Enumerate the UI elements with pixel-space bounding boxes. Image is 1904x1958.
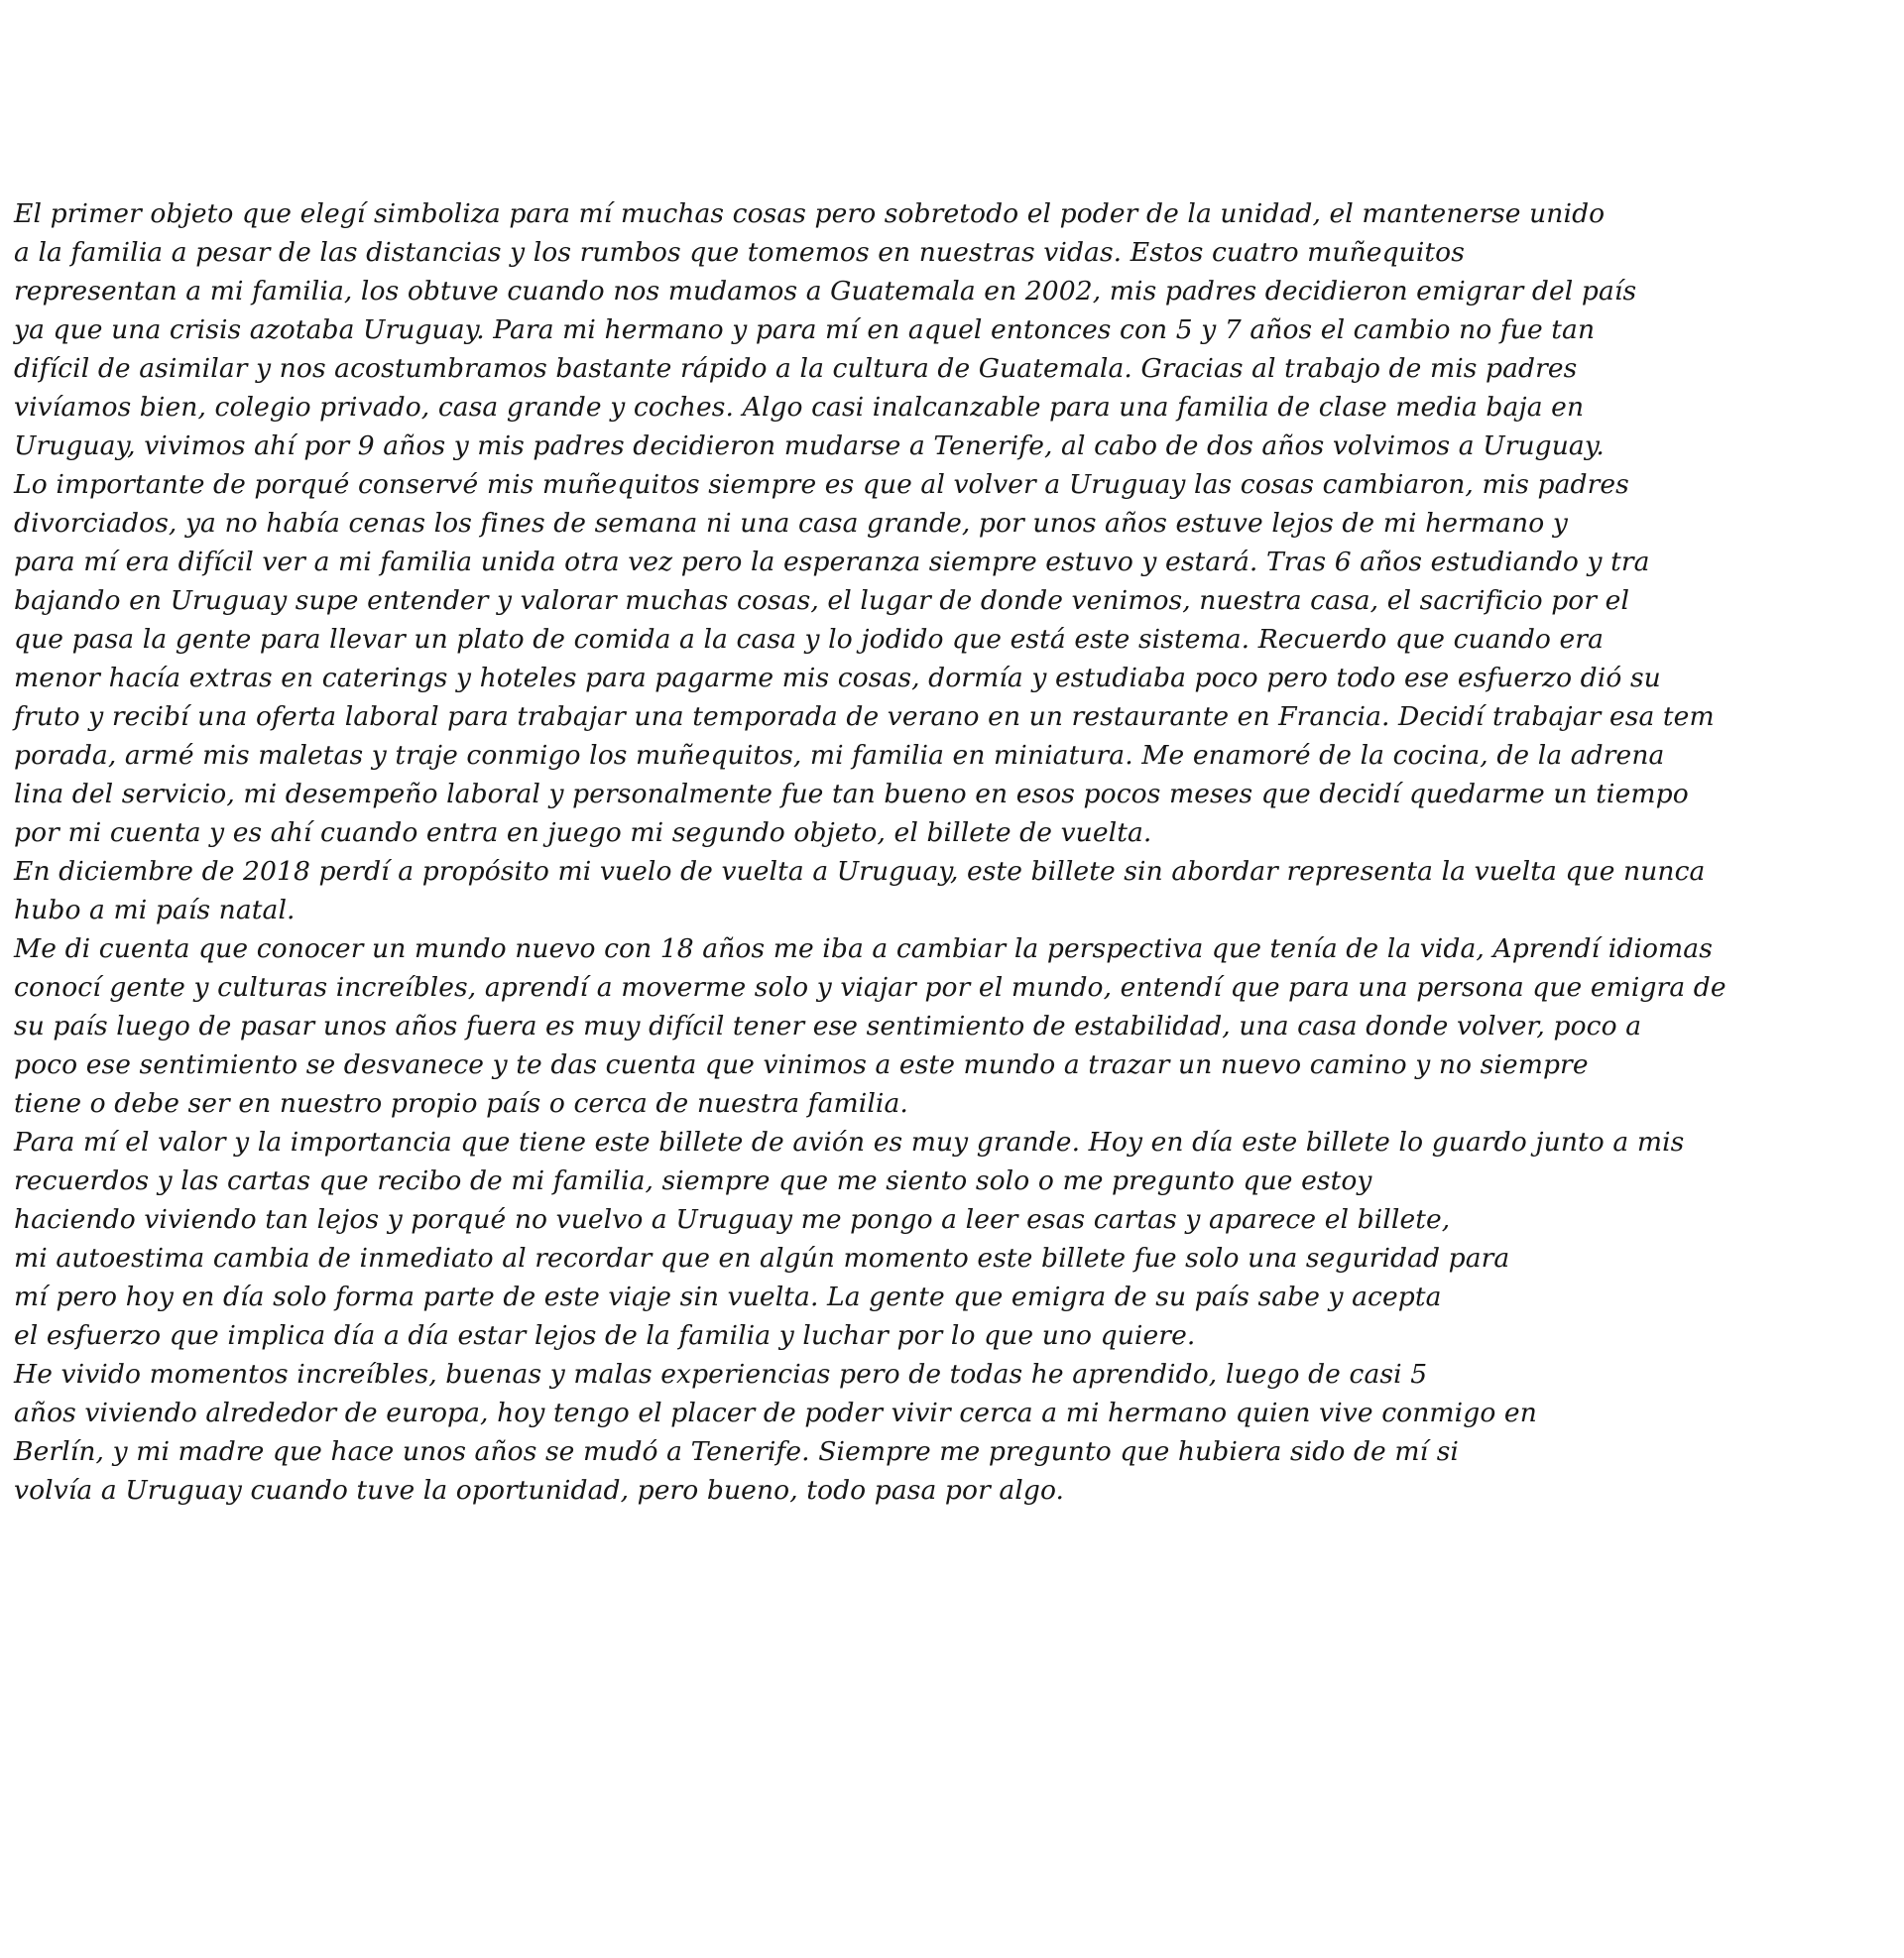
text-line: que pasa la gente para llevar un plato de comida a la casa y lo jodido que está este sistema. Recuerdo que cuando era: [14, 624, 1604, 655]
text-line: Berlín, y mi madre que hace unos años se mudó a Tenerife. Siempre me pregunto que hubiera sido de mí si: [14, 1436, 1460, 1467]
text-line: vivíamos bien, colegio privado, casa grande y coches. Algo casi inalcanzable para una familia de clase media baja en: [14, 392, 1585, 423]
text-line: tiene o debe ser en nuestro propio país o cerca de nuestra familia.: [14, 1088, 908, 1119]
text-line: conocí gente y culturas increíbles, aprendí a moverme solo y viajar por el mundo, entendí que para una persona que emigra de: [14, 972, 1726, 1003]
text-line: mí pero hoy en día solo forma parte de este viaje sin vuelta. La gente que emigra de su país sabe y acepta: [14, 1282, 1442, 1312]
text-line: representan a mi familia, los obtuve cuando nos mudamos a Guatemala en 2002, mis padres decidieron emigrar del país: [14, 276, 1637, 306]
text-line: Para mí el valor y la importancia que tiene este billete de avión es muy grande. Hoy en día este billete lo guardo junto a mis: [14, 1127, 1685, 1158]
text-line: Lo importante de porqué conservé mis muñequitos siempre es que al volver a Uruguay las cosas cambiaron, mis padres: [14, 469, 1629, 500]
text-line: El primer objeto que elegí simboliza para mí muchas cosas pero sobretodo el poder de la unidad, el mantenerse unido: [14, 198, 1606, 229]
text-line: volvía a Uruguay cuando tuve la oportunidad, pero bueno, todo pasa por algo.: [14, 1475, 1065, 1506]
text-line: lina del servicio, mi desempeño laboral y personalmente fue tan bueno en esos pocos meses que decidí quedarme un tiempo: [14, 779, 1689, 809]
text-line: fruto y recibí una oferta laboral para trabajar una temporada de verano en un restaurante en Francia. Decidí trabajar esa tem: [14, 701, 1715, 732]
text-line: mi autoestima cambia de inmediato al recordar que en algún momento este billete fue solo una seguridad para: [14, 1243, 1510, 1274]
text-line: porada, armé mis maletas y traje conmigo los muñequitos, mi familia en miniatura. Me enamoré de la cocina, de la adrena: [14, 740, 1665, 771]
handwritten-text: [14, 194, 1898, 1510]
text-line: menor hacía extras en caterings y hoteles para pagarme mis cosas, dormía y estudiaba poco pero todo ese esfuerzo dió su: [14, 663, 1661, 693]
text-line: hubo a mi país natal.: [14, 895, 296, 925]
text-line: el esfuerzo que implica día a día estar lejos de la familia y luchar por lo que uno quiere.: [14, 1320, 1196, 1351]
text-line: He vivido momentos increíbles, buenas y malas experiencias pero de todas he aprendido, luego de casi 5: [14, 1359, 1428, 1390]
text-line: para mí era difícil ver a mi familia unida otra vez pero la esperanza siempre estuvo y estará. Tras 6 años estudiando y tra: [14, 547, 1650, 577]
text-line: su país luego de pasar unos años fuera es muy difícil tener ese sentimiento de estabilidad, una casa donde volver, poco a: [14, 1011, 1642, 1041]
text-line: ya que una crisis azotaba Uruguay. Para mi hermano y para mí en aquel entonces con 5 y 7 años el cambio no fue tan: [14, 314, 1596, 345]
text-line: a la familia a pesar de las distancias y los rumbos que tomemos en nuestras vidas. Estos cuatro muñequitos: [14, 237, 1465, 268]
text-line: años viviendo alrededor de europa, hoy tengo el placer de poder vivir cerca a mi hermano quien vive conmigo en: [14, 1398, 1537, 1428]
text-line: haciendo viviendo tan lejos y porqué no vuelvo a Uruguay me pongo a leer esas cartas y aparece el billete,: [14, 1204, 1451, 1235]
text-line: En diciembre de 2018 perdí a propósito mi vuelo de vuelta a Uruguay, este billete sin abordar representa la vuelta que nunca: [14, 856, 1706, 887]
text-line: difícil de asimilar y nos acostumbramos bastante rápido a la cultura de Guatemala. Gracias al trabajo de mis padres: [14, 353, 1578, 384]
text-line: Me di cuenta que conocer un mundo nuevo con 18 años me iba a cambiar la perspectiva que tenía de la vida, Aprendí idiomas: [14, 933, 1713, 964]
text-line: bajando en Uruguay supe entender y valorar muchas cosas, el lugar de donde venimos, nuestra casa, el sacrificio por el: [14, 585, 1630, 616]
text-line: por mi cuenta y es ahí cuando entra en juego mi segundo objeto, el billete de vuelta.: [14, 817, 1152, 848]
text-line: poco ese sentimiento se desvanece y te das cuenta que vinimos a este mundo a trazar un nuevo camino y no siempre: [14, 1049, 1589, 1080]
text-line: Uruguay, vivimos ahí por 9 años y mis padres decidieron mudarse a Tenerife, al cabo de dos años volvimos a Uruguay.: [14, 430, 1605, 461]
text-line: divorciados, ya no había cenas los fines de semana ni una casa grande, por unos años estuve lejos de mi hermano y: [14, 508, 1568, 539]
text-line: recuerdos y las cartas que recibo de mi familia, siempre que me siento solo o me pregunto que estoy: [14, 1165, 1372, 1196]
